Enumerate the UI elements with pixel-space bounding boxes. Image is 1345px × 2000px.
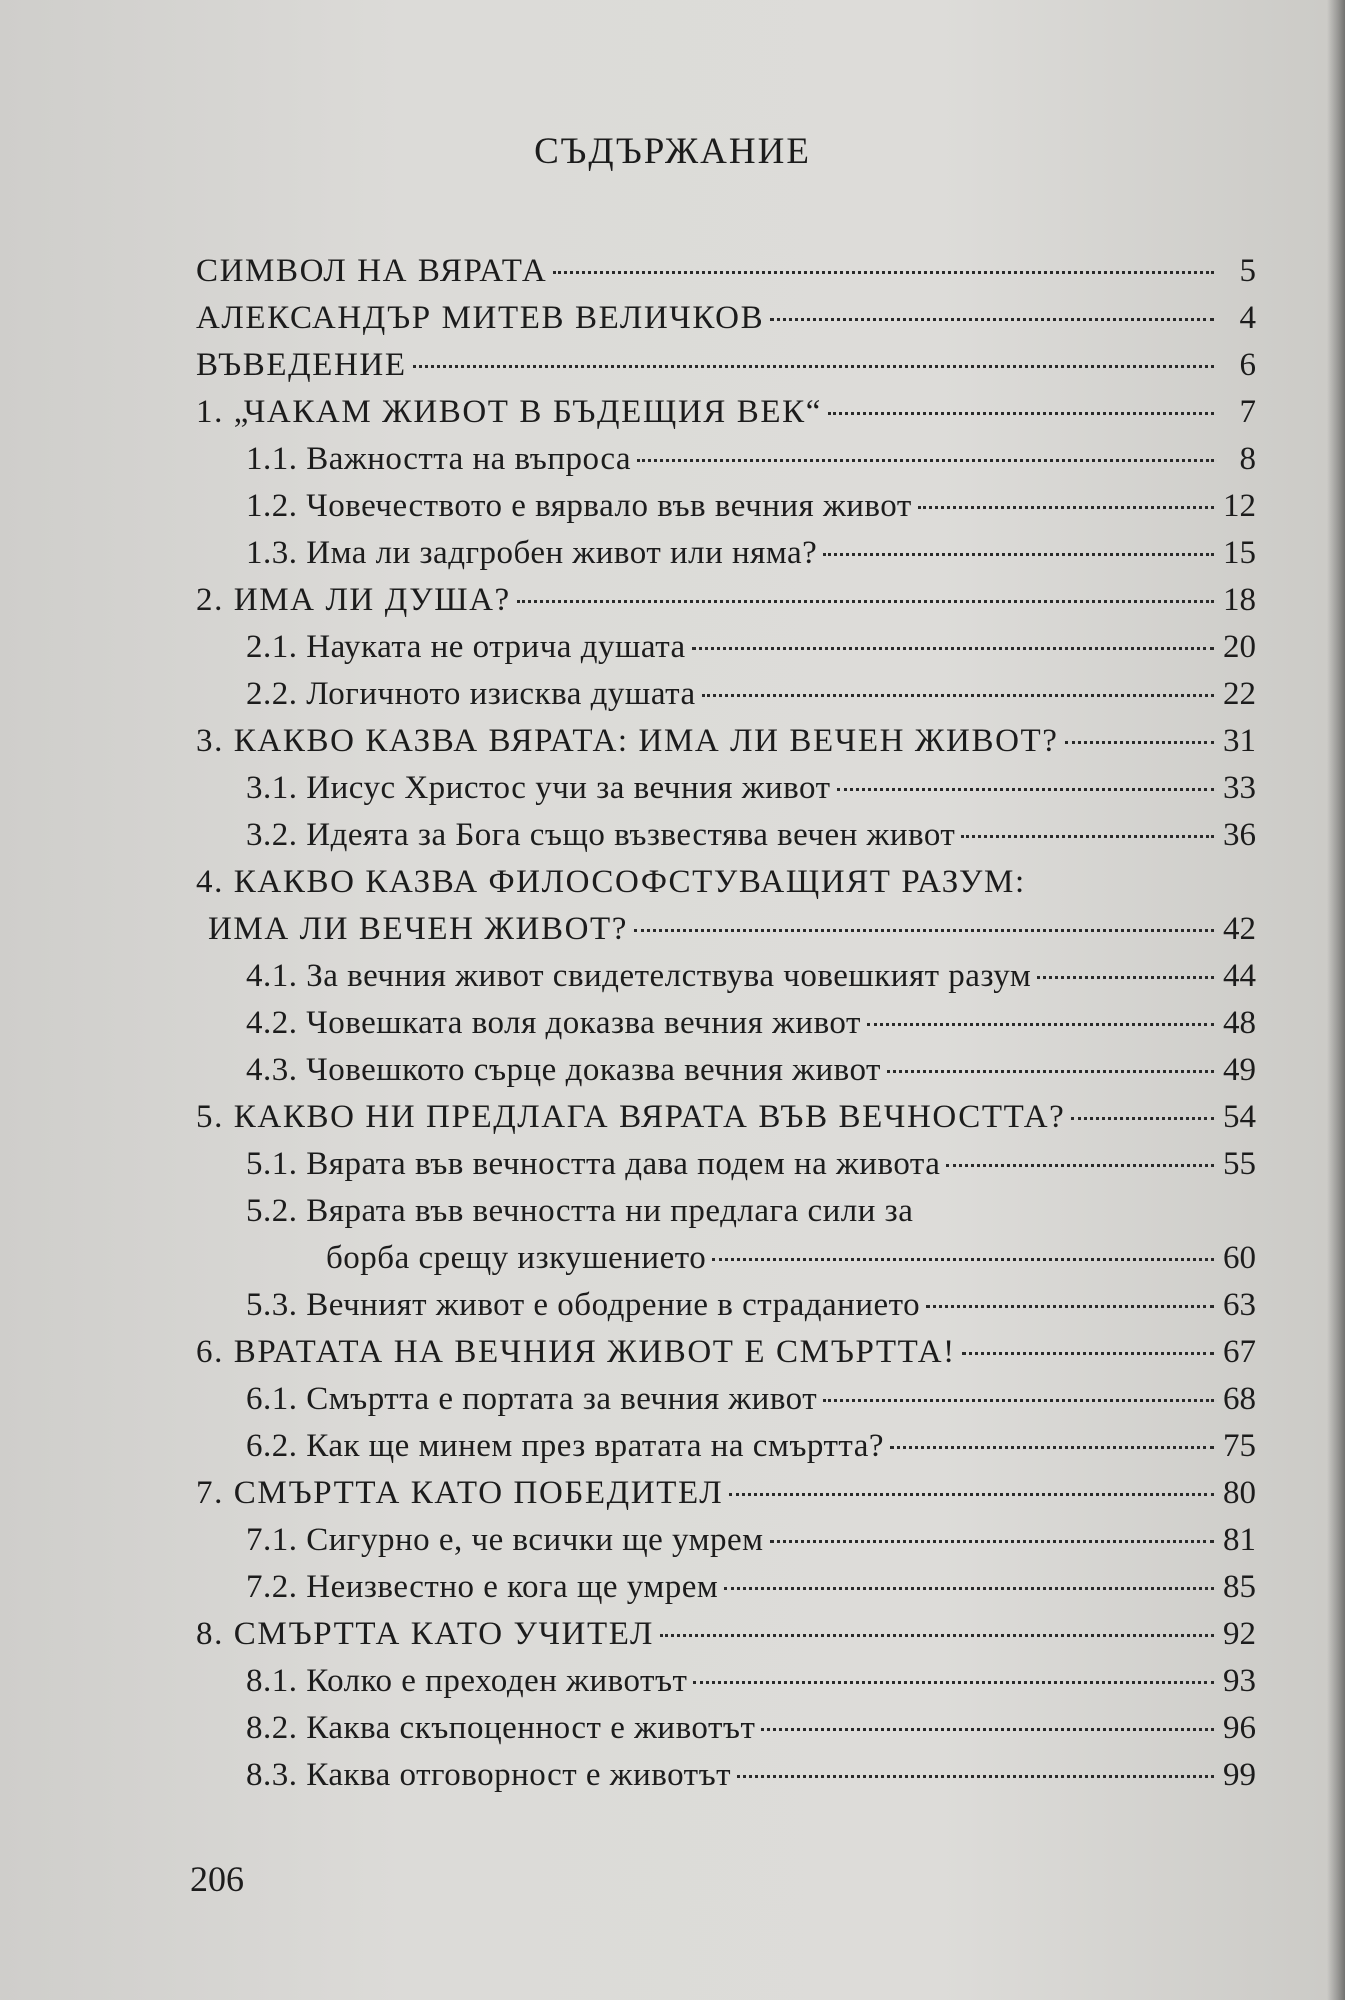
toc-entry [196, 483, 1256, 530]
toc-entry-page: 92 [1223, 1616, 1256, 1652]
toc-entry [196, 1235, 1256, 1282]
toc-entry [196, 1141, 1256, 1188]
toc-entry [196, 295, 1256, 342]
toc-entry-title: 1.1. Важността на въпроса [246, 441, 632, 477]
dot-leader [770, 318, 1214, 321]
toc-entry-page: 42 [1223, 911, 1256, 947]
dot-leader [946, 1164, 1214, 1167]
dot-leader [737, 1775, 1214, 1778]
toc-entry-page: 68 [1223, 1381, 1256, 1417]
toc-entry [196, 577, 1256, 624]
toc-entry-page: 20 [1223, 629, 1256, 665]
toc-entry [196, 812, 1256, 859]
toc-entry-title: 2. ИМА ЛИ ДУША? [196, 582, 511, 618]
dot-leader [517, 600, 1214, 603]
dot-leader [890, 1446, 1214, 1449]
toc-entry [196, 859, 1256, 906]
dot-leader [692, 647, 1214, 650]
toc-entry-title: 7.1. Сигурно е, че всички ще умрем [246, 1522, 764, 1558]
toc-entry-title: 3. КАКВО КАЗВА ВЯРАТА: ИМА ЛИ ВЕЧЕН ЖИВОТ? [196, 723, 1059, 759]
toc-entry-page: 7 [1239, 394, 1256, 430]
toc-entry [196, 1564, 1256, 1611]
toc-entry [196, 1658, 1256, 1705]
toc-entry-page: 4 [1239, 300, 1256, 336]
toc-entry-page: 48 [1223, 1005, 1256, 1041]
toc-entry [196, 1047, 1256, 1094]
toc-entry [196, 624, 1256, 671]
dot-leader [761, 1728, 1214, 1731]
toc-entry [196, 1188, 1256, 1235]
toc-entry-title: 8. СМЪРТТА КАТО УЧИТЕЛ [196, 1616, 655, 1652]
toc-entry-title: 1.2. Човечеството е вярвало във вечния живот [246, 488, 912, 524]
toc-entry-title: 2.2. Логичното изисква душата [246, 676, 696, 712]
toc-entry-title: 5.3. Вечният живот е ободрение в страданието [246, 1287, 921, 1323]
page-edge-shadow [1327, 0, 1345, 2000]
toc-entry-title: 4.3. Човешкото сърце доказва вечния живот [246, 1052, 881, 1088]
toc-entry-title: 5.1. Вярата във вечността дава подем на живота [246, 1146, 941, 1182]
toc-entry-title: 7.2. Неизвестно е кога ще умрем [246, 1569, 719, 1605]
toc-entry-title: АЛЕКСАНДЪР МИТЕВ ВЕЛИЧКОВ [196, 300, 765, 336]
dot-leader [553, 271, 1214, 274]
toc-entry [196, 1094, 1256, 1141]
table-of-contents [196, 248, 1256, 1799]
toc-entry [196, 389, 1256, 436]
toc-entry [196, 953, 1256, 1000]
toc-entry-page: 99 [1223, 1757, 1256, 1793]
toc-entry-page: 54 [1223, 1099, 1256, 1135]
dot-leader [926, 1305, 1214, 1308]
dot-leader [823, 553, 1214, 556]
toc-entry-page: 85 [1223, 1569, 1256, 1605]
toc-entry-title: 1.3. Има ли задгробен живот или няма? [246, 535, 818, 571]
toc-entry [196, 1000, 1256, 1047]
dot-leader [712, 1258, 1214, 1261]
toc-entry-page: 49 [1223, 1052, 1256, 1088]
toc-entry-page: 15 [1223, 535, 1256, 571]
toc-entry-title: 3.2. Идеята за Бога също възвестява вечен живот [246, 817, 956, 853]
toc-entry-title: 4. КАКВО КАЗВА ФИЛОСОФСТУВАЩИЯТ РАЗУМ: [196, 864, 1026, 900]
toc-entry-page: 67 [1223, 1334, 1256, 1370]
toc-entry [196, 248, 1256, 295]
toc-entry-page: 60 [1223, 1240, 1256, 1276]
toc-entry [196, 436, 1256, 483]
dot-leader [770, 1540, 1214, 1543]
dot-leader [961, 835, 1214, 838]
toc-entry-page: 8 [1239, 441, 1256, 477]
toc-entry-page: 81 [1223, 1522, 1256, 1558]
toc-entry [196, 1423, 1256, 1470]
toc-entry-title: 2.1. Науката не отрича душата [246, 629, 686, 665]
toc-entry-page: 6 [1239, 347, 1256, 383]
dot-leader [837, 788, 1215, 791]
toc-entry [196, 671, 1256, 718]
toc-entry-title: 5.2. Вярата във вечността ни предлага сили за [246, 1193, 914, 1229]
dot-leader [1065, 741, 1214, 744]
toc-entry-title: 3.1. Иисус Христос учи за вечния живот [246, 770, 831, 806]
toc-entry-page: 80 [1223, 1475, 1256, 1511]
toc-entry [196, 718, 1256, 765]
toc-entry-title: 8.1. Колко е преходен животът [246, 1663, 688, 1699]
toc-entry-page: 96 [1223, 1710, 1256, 1746]
toc-entry-title: борба срещу изкушението [326, 1240, 707, 1276]
toc-entry-page: 12 [1223, 488, 1256, 524]
toc-entry-title: 4.2. Човешката воля доказва вечния живот [246, 1005, 861, 1041]
toc-entry [196, 1517, 1256, 1564]
toc-entry-title: ИМА ЛИ ВЕЧЕН ЖИВОТ? [208, 911, 629, 947]
dot-leader [1071, 1117, 1214, 1120]
toc-entry-page: 44 [1223, 958, 1256, 994]
toc-title: СЪДЪРЖАНИЕ [534, 131, 811, 172]
toc-entry-title: 7. СМЪРТТА КАТО ПОБЕДИТЕЛ [196, 1475, 724, 1511]
toc-entry-page: 33 [1223, 770, 1256, 806]
toc-entry-page: 5 [1239, 253, 1256, 289]
page-number: 206 [190, 1859, 244, 1899]
toc-entry [196, 1611, 1256, 1658]
dot-leader [724, 1587, 1214, 1590]
dot-leader [729, 1493, 1214, 1496]
dot-leader [867, 1023, 1214, 1026]
toc-entry-page: 75 [1223, 1428, 1256, 1464]
toc-entry-page: 93 [1223, 1663, 1256, 1699]
toc-entry-title: 6.1. Смъртта е портата за вечния живот [246, 1381, 818, 1417]
toc-entry-title: ВЪВЕДЕНИЕ [196, 347, 407, 383]
toc-entry [196, 1376, 1256, 1423]
toc-entry-title: СИМВОЛ НА ВЯРАТА [196, 253, 548, 289]
dot-leader [413, 365, 1214, 368]
toc-entry [196, 1282, 1256, 1329]
toc-entry-page: 55 [1223, 1146, 1256, 1182]
toc-entry-page: 31 [1223, 723, 1256, 759]
toc-entry-page: 18 [1223, 582, 1256, 618]
dot-leader [693, 1681, 1214, 1684]
toc-entry-title: 6. ВРАТАТА НА ВЕЧНИЯ ЖИВОТ Е СМЪРТТА! [196, 1334, 956, 1370]
dot-leader [962, 1352, 1214, 1355]
dot-leader [828, 412, 1214, 415]
toc-entry-title: 8.2. Каква скъпоценност е животът [246, 1710, 756, 1746]
dot-leader [823, 1399, 1214, 1402]
dot-leader [660, 1634, 1214, 1637]
toc-entry-title: 5. КАКВО НИ ПРЕДЛАГА ВЯРАТА ВЪВ ВЕЧНОСТТА? [196, 1099, 1066, 1135]
toc-entry [196, 530, 1256, 577]
toc-entry [196, 342, 1256, 389]
toc-entry-title: 8.3. Каква отговорност е животът [246, 1757, 732, 1793]
toc-entry-title: 1. „ЧАКАМ ЖИВОТ В БЪДЕЩИЯ ВЕК“ [196, 394, 822, 430]
toc-entry [196, 1752, 1256, 1799]
toc-entry-title: 6.2. Как ще минем през вратата на смъртта? [246, 1428, 885, 1464]
toc-entry-title: 4.1. За вечния живот свидетелствува човешкият разум [246, 958, 1032, 994]
toc-entry [196, 906, 1256, 953]
toc-entry [196, 1470, 1256, 1517]
toc-entry-page: 63 [1223, 1287, 1256, 1323]
dot-leader [637, 459, 1214, 462]
dot-leader [702, 694, 1214, 697]
toc-entry-page: 36 [1223, 817, 1256, 853]
dot-leader [1037, 976, 1214, 979]
dot-leader [918, 506, 1214, 509]
toc-entry [196, 765, 1256, 812]
toc-entry [196, 1329, 1256, 1376]
dot-leader [887, 1070, 1214, 1073]
toc-entry [196, 1705, 1256, 1752]
toc-entry-page: 22 [1223, 676, 1256, 712]
dot-leader [634, 929, 1214, 932]
